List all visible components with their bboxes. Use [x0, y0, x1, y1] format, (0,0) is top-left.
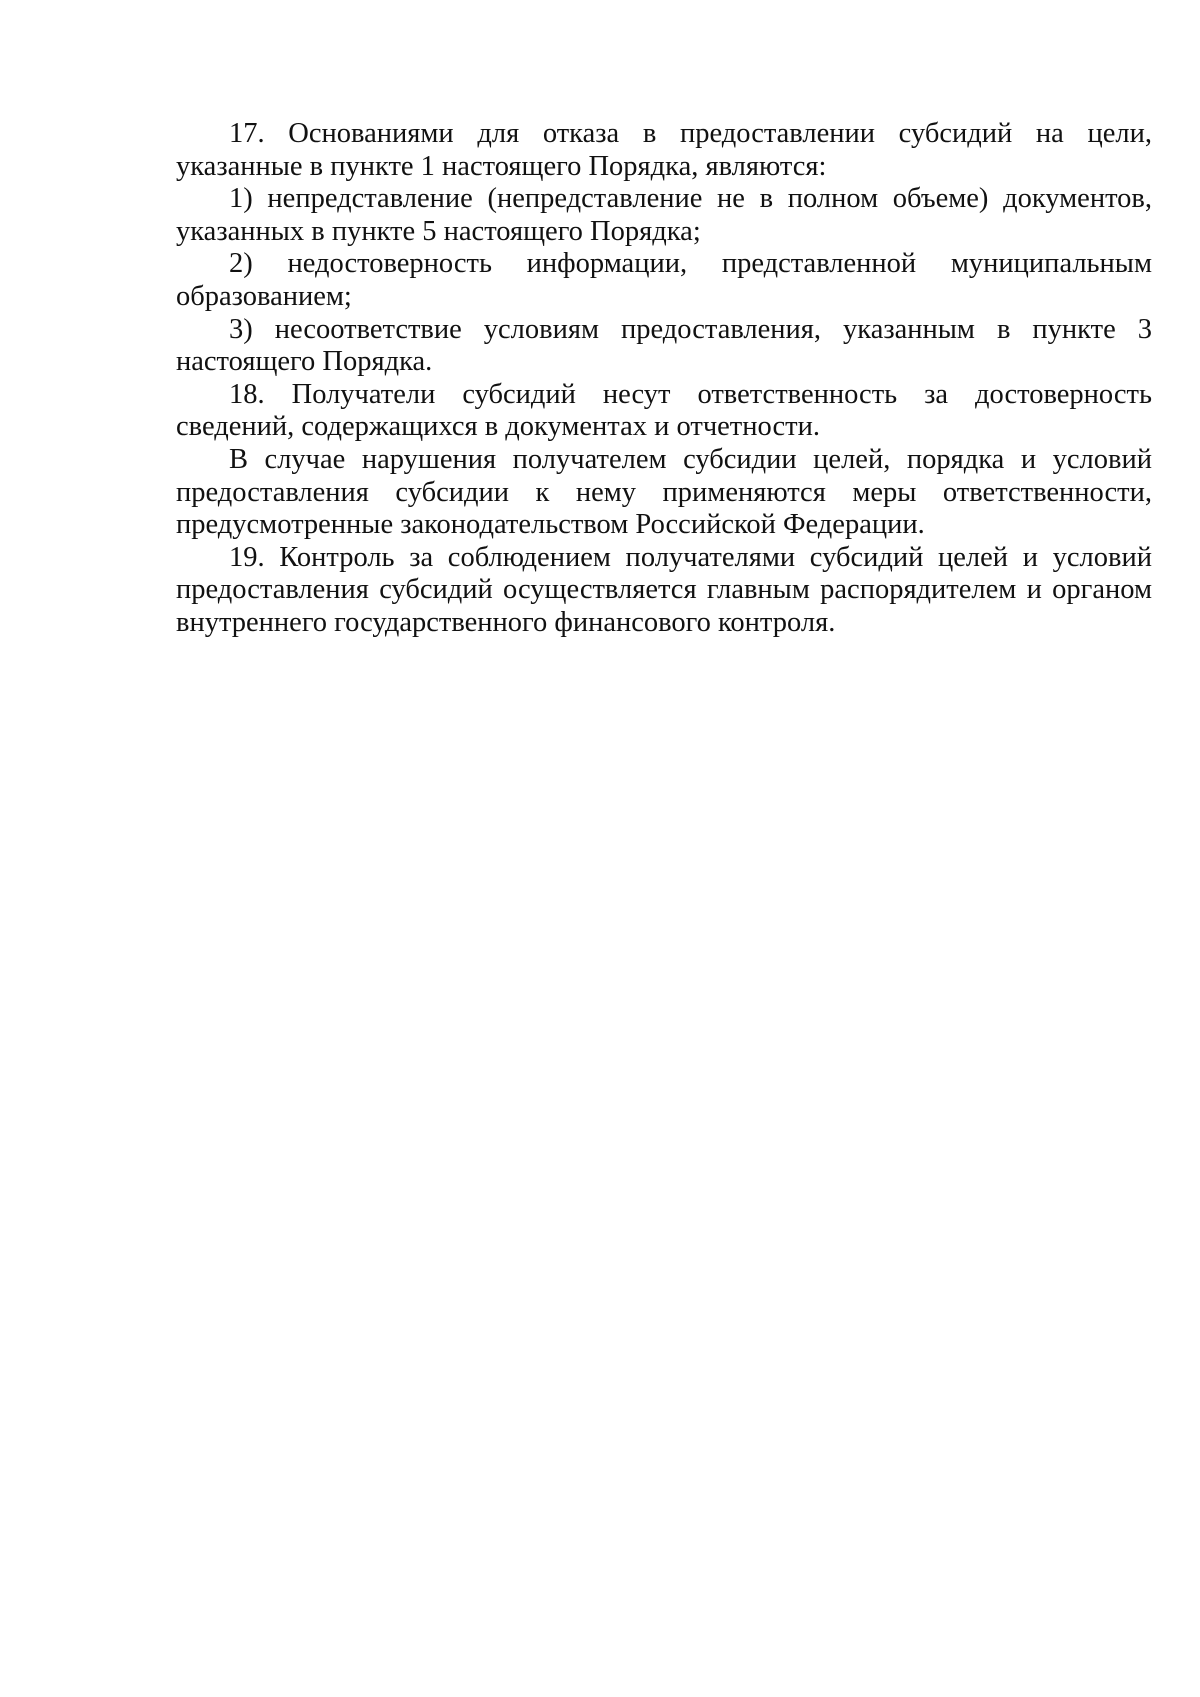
paragraph-18: 18. Получатели субсидий несут ответственность за достоверность сведений, содержащихся в документах и отчетности.: [176, 378, 1152, 443]
paragraph-17: 17. Основаниями для отказа в предоставлении субсидий на цели, указанные в пункте 1 настоящего Порядка, являются:: [176, 118, 1152, 182]
paragraph-19: 19. Контроль за соблюдением получателями субсидий целей и условий предоставления субсидий осуществляется главным распорядителем и органом внутреннего государственного финансового контроля.: [176, 541, 1152, 638]
paragraph-18-violation: В случае нарушения получателем субсидии целей, порядка и условий предоставления субсидии к нему применяются меры ответственности, предусмотренные законодательством Российской Федерации.: [176, 443, 1152, 541]
paragraph-17-item-2: 2) недостоверность информации, представленной муниципальным образованием;: [176, 248, 1152, 312]
paragraph-17-item-1: 1) непредставление (непредставление не в полном объеме) документов, указанных в пункте 5 настоящего Порядка;: [176, 183, 1152, 247]
document-body: [176, 118, 1152, 640]
paragraph-17-item-3: 3) несоответствие условиям предоставления, указанным в пункте 3 настоящего Порядка.: [176, 313, 1152, 378]
